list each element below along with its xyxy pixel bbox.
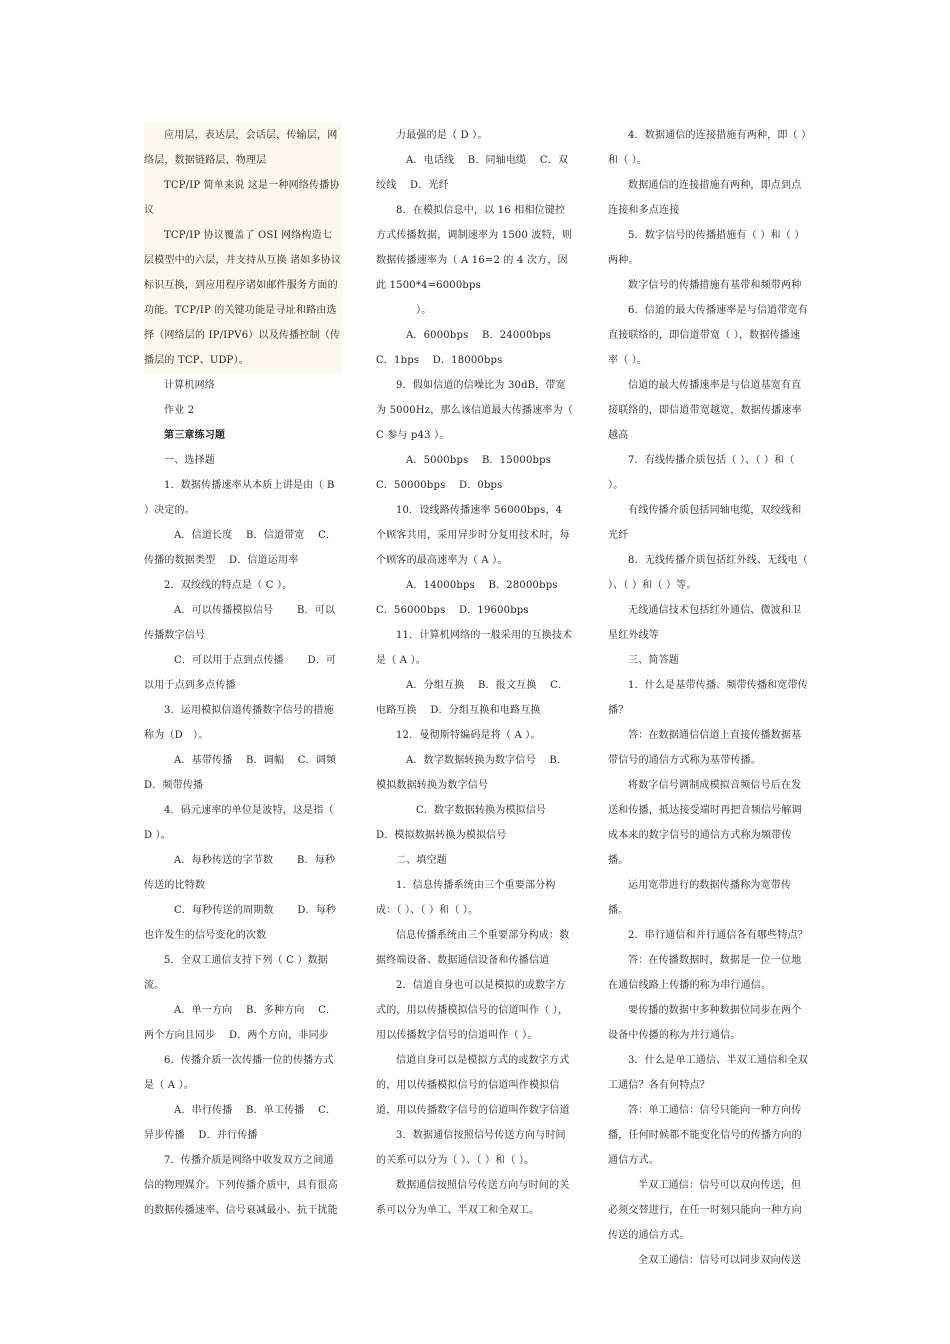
paragraph	[376, 473, 574, 498]
paragraph-text: 一、选择题	[164, 455, 215, 466]
paragraph-text: 数据通信的连接措施有两种，即点到点连接和多点连接	[608, 180, 802, 216]
paragraph-text: C．1bps D．18000bps	[376, 355, 503, 366]
paragraph-text: A．信道长度 B．信道带宽 C．传播的数据类型 D．信道运用率	[144, 530, 337, 566]
paragraph	[376, 323, 574, 348]
paragraph-text: 4．码元速率的单位是波特，这是指（ D ）。	[144, 805, 334, 841]
paragraph-text: 1．什么是基带传播、频带传播和宽带传播？	[608, 680, 808, 716]
paragraph-text: 2．信道自身也可以是模拟的或数字方式的，用以传播模拟信号的信道叫作（ ），用以传播数字信号的信道叫作（ ）。	[376, 980, 569, 1041]
paragraph-text: 力最强的是（ D ）。	[396, 130, 488, 141]
text-column-2	[376, 123, 574, 1223]
paragraph-text: 5．数字信号的传播措施有（ ）和（ ）两种。	[608, 230, 805, 266]
text-column-1	[144, 123, 350, 1223]
paragraph-text: 运用宽带进行的数据传播称为宽带传播。	[608, 880, 792, 916]
paragraph-text: A．可以传播模拟信号 B．可以传播数字信号	[144, 605, 336, 641]
paragraph-text: 10．设线路传播速率 56000bps，4 个顾客共用，采用异步时分复用技术时，每个顾客的最高速率为（ A ）。	[376, 505, 570, 566]
paragraph	[376, 673, 574, 723]
paragraph-text: 信道自身可以是模拟方式的或数字方式的，用以传播模拟信号的信道叫作模拟信道，用以传播数字信号的信道叫作数字信道	[376, 1055, 570, 1116]
paragraph	[608, 648, 810, 673]
paragraph	[144, 473, 342, 523]
paragraph-text: 9．假如信道的信噪比为 30dB，带宽为 5000Hz，那么该信道最大传播速率为（ C 参与 p43 ）。	[376, 380, 574, 441]
paragraph	[144, 398, 342, 423]
paragraph-text: 全双工通信：信号可以同步双向传送	[638, 1255, 802, 1266]
paragraph	[376, 1173, 574, 1223]
paragraph	[608, 448, 810, 498]
paragraph-text: TCP/IP 协议覆盖了 OSI 网络构造七层模型中的六层，并支持从互换 诸如多协议标识互换，到应用程序诸如邮件服务方面的功能。TCP/IP 的关键功能是寻址和路由选择（网络层的 IP/IPV6）以及传播控制（传播层的 TCP、UDP）。	[144, 230, 342, 366]
paragraph	[144, 748, 350, 798]
paragraph	[376, 348, 574, 373]
paragraph	[608, 598, 810, 648]
paragraph	[144, 448, 342, 473]
paragraph	[376, 598, 574, 623]
paragraph-text: 7．传播介质是网络中收发双方之间通信的物理媒介。下列传播介质中，具有很高的数据传播速率、信号衰减最小、抗干扰能	[144, 1155, 338, 1216]
paragraph-text: A．单一方向 B．多种方向 C．两个方向且同步 D．两个方向，非同步	[144, 1005, 337, 1041]
paragraph-text: 计算机网络	[164, 380, 215, 391]
paragraph	[608, 298, 810, 373]
paragraph-text: 半双工通信：信号可以双向传送，但必须交替进行，在任一时刻只能向一种方向传送的通信方式。	[608, 1180, 802, 1241]
paragraph	[608, 123, 810, 173]
paragraph	[608, 273, 810, 298]
paragraph	[144, 223, 342, 373]
paragraph-text: 6．传播介质一次传播一位的传播方式是（ A ）。	[144, 1055, 334, 1091]
paragraph-text: 数字信号的传播措施有基带和频带两种	[628, 280, 802, 291]
paragraph-text: 11．计算机网络的一般采用的互换技术是（ A ）。	[376, 630, 573, 666]
paragraph-text: A．14000bps B．28000bps	[406, 580, 558, 591]
paragraph	[144, 598, 342, 648]
paragraph	[144, 698, 342, 748]
paragraph	[144, 998, 342, 1048]
paragraph	[144, 1148, 342, 1223]
paragraph	[376, 573, 574, 598]
paragraph-text: C．50000bps D．0bps	[376, 480, 503, 491]
paragraph-text: C．数字数据转换为模拟信号	[416, 805, 547, 816]
paragraph	[376, 823, 574, 848]
paragraph	[144, 948, 342, 998]
paragraph	[608, 873, 810, 923]
paragraph	[144, 173, 342, 223]
paragraph	[144, 1098, 342, 1148]
paragraph	[144, 573, 342, 598]
paragraph-text: 7．有线传播介质包括（ ）、（ ）和（ ）。	[608, 455, 795, 491]
paragraph-text: C．可以用于点到点传播 D．可以用于点到多点传播	[144, 655, 337, 691]
paragraph	[376, 123, 574, 148]
paragraph-tail: ）。	[416, 305, 432, 316]
paragraph-text: 要传播的数据中多种数据位同步在两个设备中传播的称为并行通信。	[608, 1005, 802, 1041]
paragraph	[608, 723, 810, 773]
paragraph-text: 第三章练习题	[164, 430, 226, 441]
paragraph	[144, 648, 342, 698]
paragraph-text: 二、填空题	[396, 855, 447, 866]
paragraph-text: A．6000bps B．24000bps	[406, 330, 552, 341]
paragraph-text: 8．在模拟信息中，以 16 相相位键控方式传播数据，调制速率为 1500 波特，则数据传播速率为（ A 16=2 的 4 次方，因此 1500*4=6000bps	[376, 205, 573, 291]
paragraph	[144, 848, 342, 898]
paragraph-text: A．串行传播 B．单工传播 C．异步传播 D．并行传播	[144, 1105, 337, 1141]
paragraph	[376, 873, 574, 923]
paragraph-text: A．数字数据转换为数字信号 B．模拟数据转换为数字信号	[376, 755, 568, 791]
paragraph	[144, 423, 342, 448]
paragraph	[608, 923, 810, 948]
paragraph-text: C．每秒传送的周期数 D．每秒也许发生的信号变化的次数	[144, 905, 337, 941]
paragraph-text: D．模拟数据转换为模拟信号	[376, 830, 507, 841]
paragraph	[608, 373, 810, 448]
paragraph-text: 8．无线传播介质包括红外线、无线电（ ）、（ ）和（ ）等。	[608, 555, 808, 591]
paragraph	[608, 1173, 810, 1248]
paragraph	[608, 1098, 810, 1173]
paragraph	[376, 373, 574, 448]
paragraph-text: 12．曼彻斯特编码是将（ A ）。	[396, 730, 541, 741]
paragraph	[608, 548, 810, 598]
paragraph-text: 2．双绞线的特点是（ C ）。	[164, 580, 293, 591]
paragraph	[144, 898, 342, 948]
paragraph-text: 信道的最大传播速率是与信道基宽有直接联络的，即信道带宽越宽，数据传播速率越高	[608, 380, 802, 441]
paragraph-text: 4．数据通信的连接措施有两种，即（ ）和（ ）。	[608, 130, 807, 166]
paragraph	[376, 973, 574, 1048]
paragraph-text: 将数字信号调制成模拟音频信号后在发送和传播，抵达接受端时再把音频信号解调成本来的数字信号的通信方式称为频带传播。	[608, 780, 802, 866]
paragraph	[376, 148, 574, 198]
paragraph-text: 数据通信按照信号传送方向与时间的关系可以分为单工、半双工和全双工。	[376, 1180, 570, 1216]
paragraph-text: 答：单工通信：信号只能向一种方向传播，任何时候都不能变化信号的传播方向的通信方式。	[608, 1105, 802, 1166]
paragraph	[376, 623, 574, 673]
paragraph	[608, 948, 810, 998]
paragraph	[608, 498, 810, 548]
paragraph	[376, 198, 574, 298]
paragraph	[608, 1048, 810, 1098]
paragraph	[376, 798, 574, 823]
paragraph-text: A．5000bps B．15000bps	[406, 455, 552, 466]
paragraph-text: 答：在数据通信信道上直接传播数据基带信号的通信方式称为基带传播。	[608, 730, 802, 766]
paragraph-text: A．基带传播 B．调幅 C．调频 D．频带传播	[144, 755, 350, 791]
paragraph-text: 无线通信技术包括红外通信、微波和卫星红外线等	[608, 605, 802, 641]
paragraph	[608, 223, 810, 273]
paragraph	[376, 1123, 574, 1173]
paragraph-text: TCP/IP 简单来说 这是一种网络传播协议	[144, 180, 340, 216]
paragraph-text: 应用层，表达层，会话层，传输层，网络层，数据链路层，物理层	[144, 130, 338, 166]
paragraph	[144, 123, 342, 173]
paragraph-text: 有线传播介质包括同轴电缆，双绞线和光纤	[608, 505, 802, 541]
paragraph	[376, 748, 574, 798]
paragraph-text: 3．什么是单工通信、半双工通信和全双工通信？各有何特点？	[608, 1055, 808, 1091]
paragraph-text: A．电话线 B．同轴电缆 C．双绞线 D．光纤	[376, 155, 569, 191]
paragraph-text: 1．数据传播速率从本质上讲是由（ B ）决定的。	[144, 480, 335, 516]
paragraph	[144, 1048, 342, 1098]
paragraph	[144, 373, 342, 398]
paragraph-text: A．每秒传送的字节数 B．每秒传送的比特数	[144, 855, 336, 891]
paragraph-text: 答：在传播数据时，数据是一位一位地在通信线路上传播的称为串行通信。	[608, 955, 802, 991]
paragraph-text: 3．数据通信按照信号传送方向与时间的关系可以分为（ ）、（ ）和（ ）。	[376, 1130, 566, 1166]
paragraph	[376, 848, 574, 873]
paragraph-text: 5．全双工通信支持下列（ C ）数据流。	[144, 955, 328, 991]
paragraph	[608, 998, 810, 1048]
paragraph-text: 三、简答题	[628, 655, 679, 666]
paragraph	[376, 923, 574, 973]
paragraph	[144, 523, 342, 573]
paragraph	[144, 798, 342, 848]
paragraph-text: A．分组互换 B．报文互换 C．电路互换 D．分组互换和电路互换	[376, 680, 569, 716]
paragraph-text: 2．串行通信和并行通信各有哪些特点？	[628, 930, 808, 941]
paragraph-text: 信息传播系统由三个重要部分构成：数据终端设备、数据通信设备和传播信道	[376, 930, 570, 966]
paragraph	[376, 723, 574, 748]
paragraph	[376, 498, 574, 573]
paragraph	[608, 1248, 810, 1273]
paragraph	[376, 1048, 574, 1123]
paragraph-text: 6．信道的最大传播速率是与信道带宽有直接联络的，即信道带宽（ ），数据传播速率（ ）。	[608, 305, 808, 366]
paragraph	[608, 673, 810, 723]
paragraph	[376, 448, 574, 473]
paragraph-text: 3．运用模拟信道传播数字信号的措施称为（D ）。	[144, 705, 334, 741]
paragraph-text: 作业 2	[164, 405, 195, 416]
paragraph	[608, 173, 810, 223]
paragraph	[608, 773, 810, 873]
text-column-3	[608, 123, 810, 1273]
paragraph-text: C．56000bps D．19600bps	[376, 605, 529, 616]
paragraph-text: 1．信息传播系统由三个重要部分构成：（ ）、（ ）和（ ）。	[376, 880, 556, 916]
